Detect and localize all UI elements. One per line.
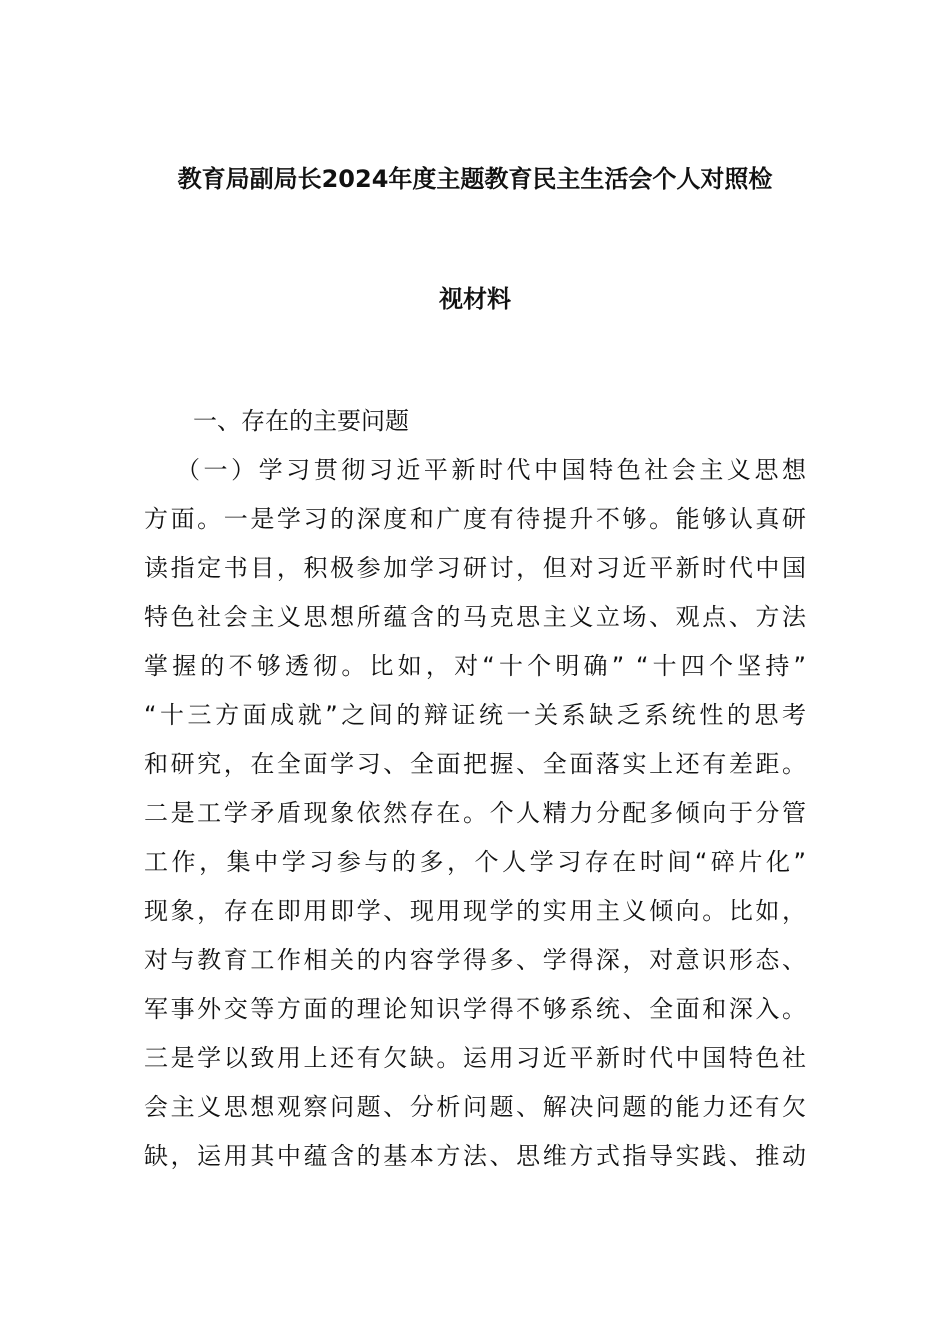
paragraph-line: 工作，集中学习参与的多，个人学习存在时间“碎片化” (144, 848, 806, 876)
paragraph-line: 读指定书目，积极参加学习研讨，但对习近平新时代中国 (144, 554, 806, 582)
paragraph-first-line: （一）学习贯彻习近平新时代中国特色社会主义思想 (176, 456, 806, 484)
paragraph-line: 掌握的不够透彻。比如，对“十个明确” “十四个坚持” (144, 652, 806, 680)
paragraph-line: 方面。一是学习的深度和广度有待提升不够。能够认真研 (144, 505, 806, 533)
paragraph-line: 缺，运用其中蕴含的基本方法、思维方式指导实践、推动 (144, 1142, 806, 1170)
document-title-line-1: 教育局副局长2024年度主题教育民主生活会个人对照检 (177, 165, 773, 193)
paragraph-line: 现象，存在即用即学、现用现学的实用主义倾向。比如， (144, 897, 806, 925)
paragraph-line: 和研究，在全面学习、全面把握、全面落实上还有差距。 (144, 750, 806, 778)
paragraph-line: 对与教育工作相关的内容学得多、学得深，对意识形态、 (144, 946, 806, 974)
paragraph-line: 特色社会主义思想所蕴含的马克思主义立场、观点、方法 (144, 603, 806, 631)
paragraph-line: 二是工学矛盾现象依然存在。个人精力分配多倾向于分管 (144, 799, 806, 827)
paragraph-line: 会主义思想观察问题、分析问题、解决问题的能力还有欠 (144, 1093, 806, 1121)
paragraph-line: “十三方面成就”之间的辩证统一关系缺乏系统性的思考 (144, 701, 806, 729)
section-heading: 一、存在的主要问题 (193, 407, 409, 435)
paragraph-line: 军事外交等方面的理论知识学得不够系统、全面和深入。 (144, 995, 806, 1023)
paragraph-line: 三是学以致用上还有欠缺。运用习近平新时代中国特色社 (144, 1044, 806, 1072)
document-title-line-2: 视材料 (439, 285, 511, 313)
